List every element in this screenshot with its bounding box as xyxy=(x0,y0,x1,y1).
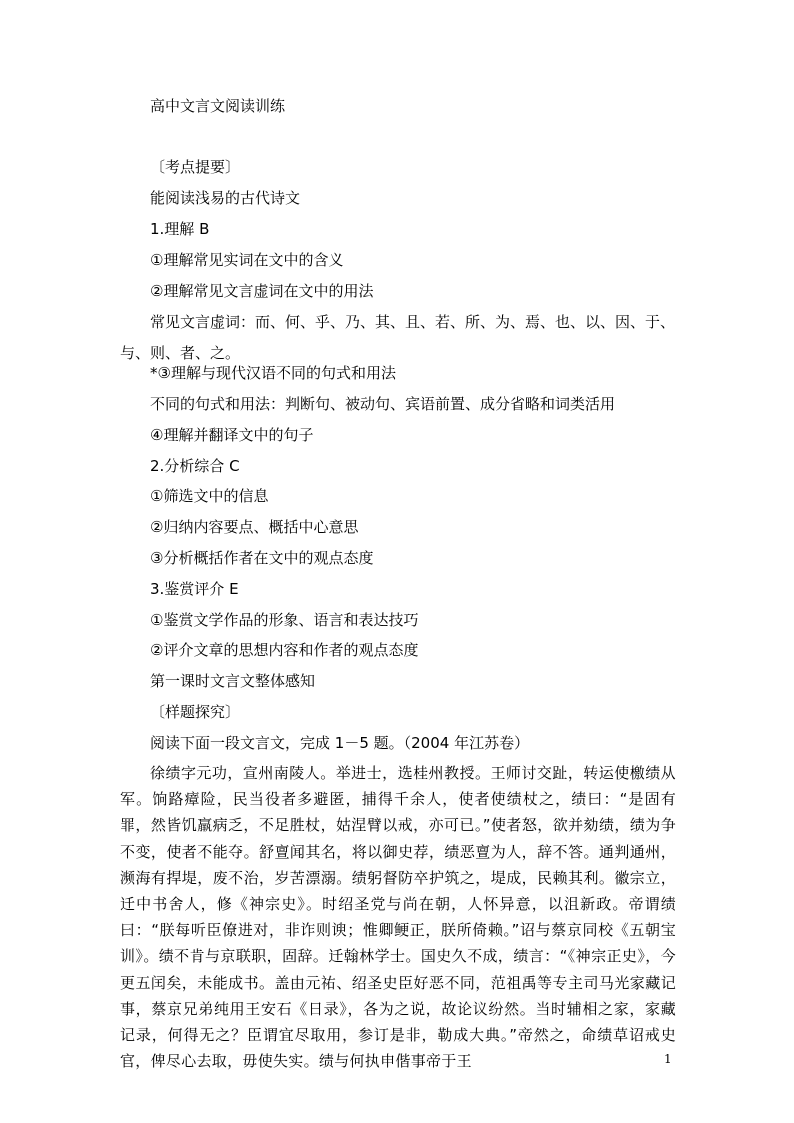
classical-passage-text: 徐绩字元功，宣州南陵人。举进士，选桂州教授。王师讨交趾，转运使檄绩从军。饷路瘴险，民当役者多避匿，捕得千余人，使者使绩杖之，绩曰：“是固有罪，然皆饥羸病乏，不足胜杖，姑涅臂以戒，亦可已。”使者怒，欲并劾绩，绩为争不变，使者不能夺。舒亶闻其名，将以御史荐，绩恶亶为人，辞不答。通判通州，濒海有捍堤，废不治，岁苦漂溺。绩躬督防卒护筑之，堤成，民赖其利。徽宗立，迁中书舍人，修《神宗史》。时绍圣党与尚在朝，人怀异意，以沮新政。帝谓绩曰：“朕每听臣僚进对，非诈则谀；惟卿鲠正，朕所倚赖。”诏与蔡京同校《五朝宝训》。绩不肯与京联职，固辞。迁翰林学士。国史久不成，绩言：“《神宗正史》，今更五闰矣，未能成书。盖由元祐、绍圣史臣好恶不同，范祖禹等专主司马光家藏记事，蔡京兄弟纯用王安石《日录》，各为之说，故论议纷然。当时辅相之家，家藏记录，何得无之？臣谓宜尽取用，参订是非，勒成大典。”帝然之，命绩草诏戒史官，俾尽心去取，毋使失实。绩与何执申偕事帝于王 xyxy=(120,764,676,1071)
part1-item4: ④理解并翻译文中的句子 xyxy=(150,426,314,444)
section-heading-key-points: 〔考点提要〕 xyxy=(150,158,241,176)
part3-heading: 3.鉴赏评介 E xyxy=(150,580,239,598)
example-heading: 〔样题探究〕 xyxy=(150,703,241,721)
part2-item3: ③分析概括作者在文中的观点态度 xyxy=(150,549,374,567)
function-words-paragraph xyxy=(120,307,676,369)
part3-item1: ①鉴赏文学作品的形象、语言和表达技巧 xyxy=(150,611,419,629)
intro-line: 能阅读浅易的古代诗文 xyxy=(150,189,301,207)
part1-item3: *③理解与现代汉语不同的句式和用法 xyxy=(150,364,396,382)
page-number: 1 xyxy=(664,1052,672,1066)
part3-item2: ②评介文章的思想内容和作者的观点态度 xyxy=(150,641,419,659)
instruction-line: 阅读下面一段文言文，完成 1－5 题。（2004 年江苏卷） xyxy=(150,734,530,752)
sentence-patterns-line: 不同的句式和用法：判断句、被动句、宾语前置、成分省略和词类活用 xyxy=(150,395,616,413)
part2-item1: ①筛选文中的信息 xyxy=(150,487,269,505)
classical-passage xyxy=(120,760,676,1074)
part2-heading: 2.分析综合 C xyxy=(150,457,240,475)
part1-item1: ①理解常见实词在文中的含义 xyxy=(150,251,344,269)
lesson-title: 第一课时文言文整体感知 xyxy=(150,672,316,690)
document-title: 高中文言文阅读训练 xyxy=(150,97,286,115)
part1-item2: ②理解常见文言虚词在文中的用法 xyxy=(150,282,374,300)
function-words-text: 常见文言虚词：而、何、乎、乃、其、且、若、所、为、焉、也、以、因、于、与、则、者、之。 xyxy=(120,313,676,362)
part2-item2: ②归纳内容要点、概括中心意思 xyxy=(150,518,359,536)
part1-heading: 1.理解 B xyxy=(150,220,210,238)
